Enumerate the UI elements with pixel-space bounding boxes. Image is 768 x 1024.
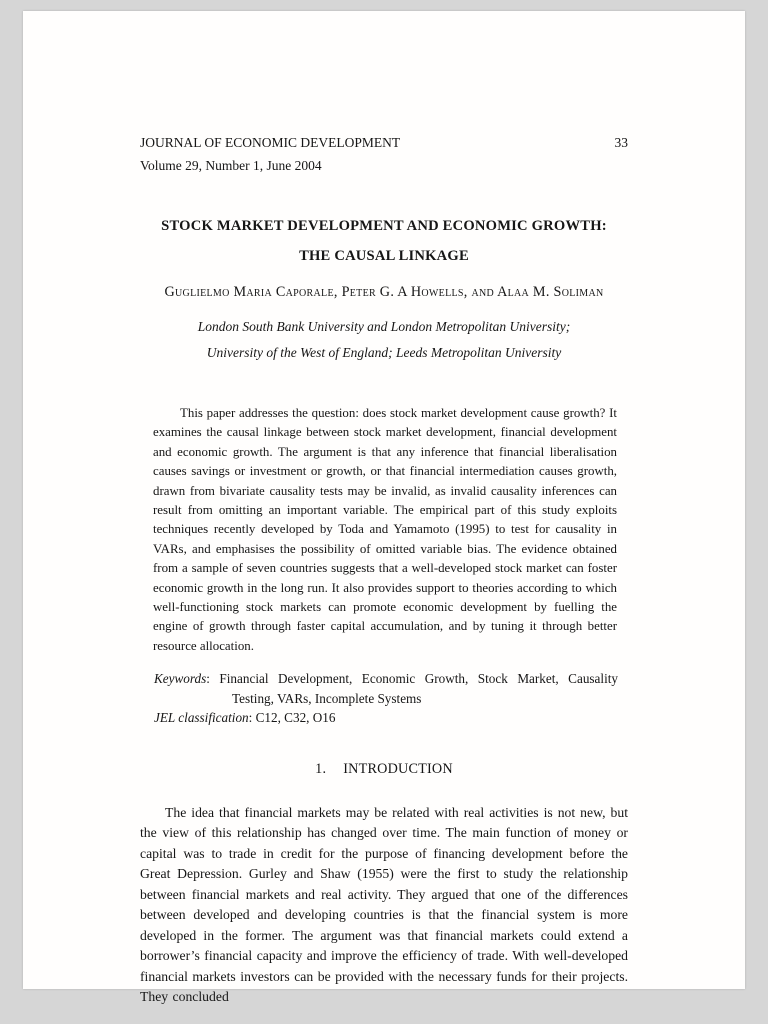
keywords-text: Financial Development, Economic Growth, Stock Market, Causality Testing, VARs, Incomplete Systems: [219, 671, 618, 706]
affiliations: [140, 314, 628, 366]
abstract-paragraph: This paper addresses the question: does stock market development cause growth? It examines the causal linkage between stock market development, financial development and economic growth. The argument is that any inference that financial liberalisation causes savings or investment or growth, or that financial intermediation causes growth, drawn from bivariate causality tests may be invalid, as invalid causality inferences can result from omitting an important variable. The empirical part of this study exploits techniques recently developed by Toda and Yamamoto (1995) to test for causality in VARs, and emphasises the possibility of omitted variable bias. The evidence obtained from a sample of seven countries suggests that a well-developed stock market can foster economic growth in the long run. It also provides support to theories according to which well-functioning stock markets can promote economic development by fuelling the engine of growth through faster capital accumulation, and by tuning it through better resource allocation.: [153, 406, 617, 653]
jel-separator: :: [248, 710, 256, 726]
paper-content: [23, 11, 745, 1008]
paper-page: [23, 11, 745, 1005]
authors-line: Guglielmo Maria Caporale, Peter G. A Howells, and Alaa M. Soliman: [164, 284, 604, 300]
section-title: INTRODUCTION: [343, 760, 453, 777]
affiliation-line1: London South Bank University and London Metropolitan University;: [197, 319, 571, 334]
intro-paragraph: The idea that financial markets may be related with real activities is not new, but the view of this relationship has changed over time. The main function of money or capital was to trade in credit for the purpose of financing development before the Great Depression. Gurley and Shaw (1955) were the first to study the relationship between financial markets and real activity. They argued that one of the differences between developed and developing countries is that the financial system is more developed in the former. The argument was that financial markets could extend a borrower’s financial capacity and improve the efficiency of trade. With well-developed financial markets investors can be provided with the necessary funds for their projects. They concluded: [140, 804, 628, 1005]
journal-name: JOURNAL OF ECONOMIC DEVELOPMENT: [140, 135, 401, 150]
section-number: 1.: [315, 760, 327, 777]
jel-line: [154, 708, 618, 728]
affiliation-line2: University of the West of England; Leeds Metropolitan University: [206, 345, 562, 360]
paper-title: [140, 211, 628, 271]
volume-line: Volume 29, Number 1, June 2004: [140, 158, 322, 173]
page-number: 33: [614, 135, 628, 150]
keywords-label: Keywords: [154, 671, 207, 687]
keywords-line: [154, 669, 618, 708]
jel-text: C12, C32, O16: [255, 710, 336, 726]
paper-title-line1: STOCK MARKET DEVELOPMENT AND ECONOMIC GROWTH:: [161, 218, 607, 234]
section-heading: [140, 760, 628, 778]
paper-title-line2: THE CAUSAL LINKAGE: [299, 248, 469, 264]
keywords-separator: :: [206, 671, 220, 687]
jel-label: JEL classification: [154, 710, 249, 726]
page-header: [140, 135, 628, 151]
